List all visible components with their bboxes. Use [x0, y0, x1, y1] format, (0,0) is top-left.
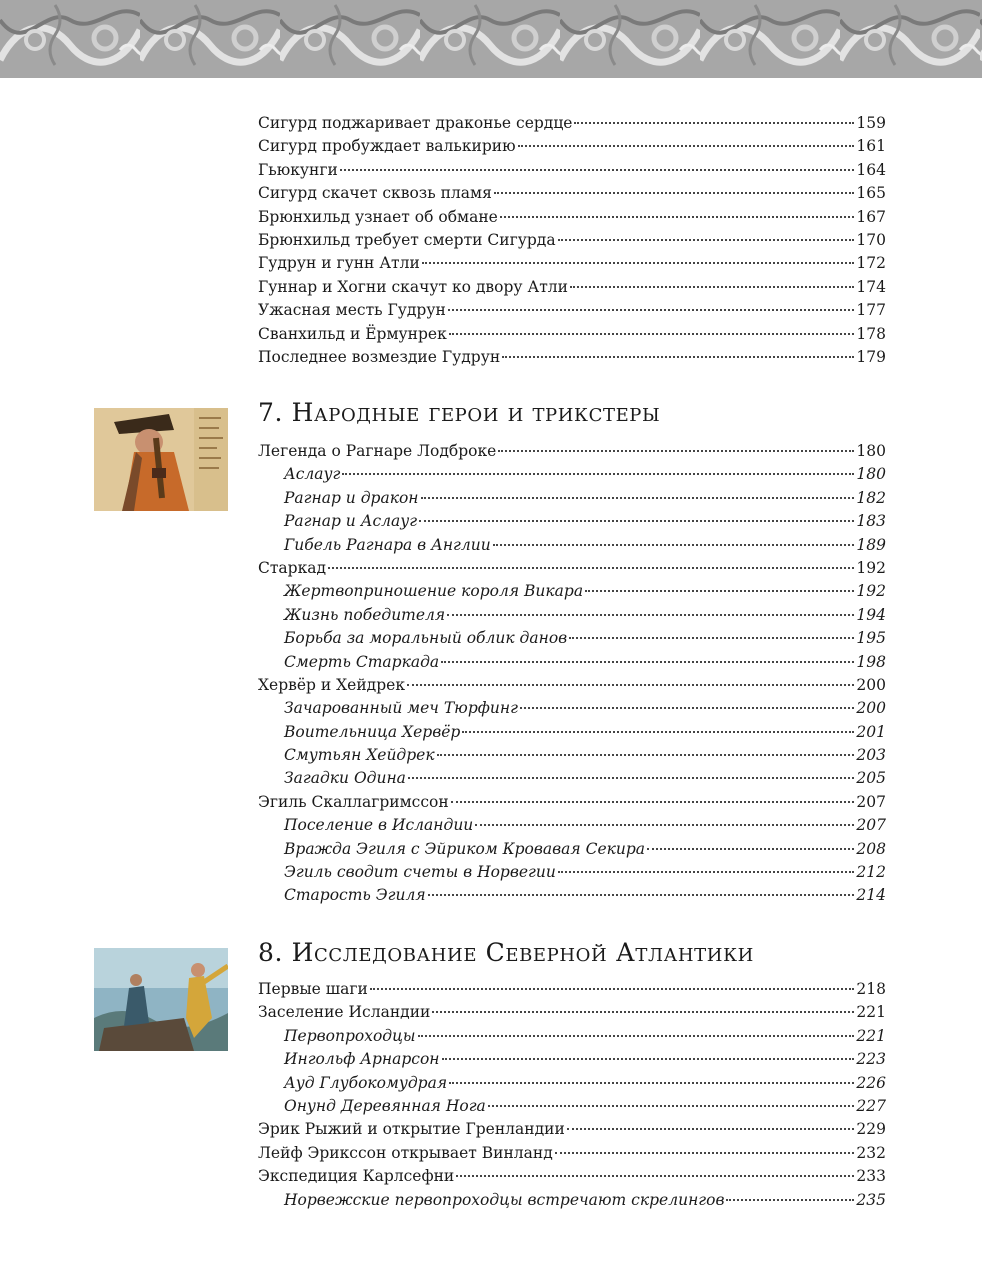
- dot-leader: [570, 285, 854, 288]
- toc-entry-page: 207: [856, 792, 886, 811]
- toc-entry-title: Лейф Эрикссон открывает Винланд: [258, 1143, 553, 1162]
- dot-leader: [449, 332, 855, 335]
- chapter-7-title[interactable]: 7. Народные герои и трикстеры: [258, 398, 661, 427]
- toc-entry[interactable]: [258, 627, 886, 650]
- toc-entry[interactable]: [258, 252, 886, 275]
- toc-entry-title: Заселение Исландии: [258, 1003, 431, 1022]
- toc-entry[interactable]: [258, 1142, 886, 1165]
- toc-entry[interactable]: [258, 510, 886, 533]
- toc-entry[interactable]: [258, 1072, 886, 1095]
- toc-entry-page: 182: [856, 488, 886, 507]
- toc-entry[interactable]: [258, 697, 886, 720]
- toc-entry-page: 178: [856, 324, 886, 343]
- toc-entry-page: 174: [856, 277, 886, 296]
- toc-list-chapter-8: [258, 978, 886, 1212]
- toc-entry-page: 201: [856, 722, 886, 741]
- dot-leader: [493, 543, 855, 546]
- dot-leader: [494, 191, 855, 194]
- dot-leader: [342, 472, 854, 475]
- dot-leader: [456, 1174, 854, 1177]
- toc-entry-title: Поселение в Исландии: [284, 816, 474, 835]
- toc-entry[interactable]: [258, 557, 886, 580]
- toc-entry[interactable]: [258, 814, 886, 837]
- toc-entry-page: 218: [856, 980, 886, 998]
- dot-leader: [408, 776, 854, 779]
- toc-entry[interactable]: [258, 463, 886, 486]
- toc-entry-page: 235: [856, 1190, 886, 1209]
- toc-entry[interactable]: [258, 1095, 886, 1118]
- toc-entry-page: 227: [856, 1096, 886, 1115]
- dot-leader: [520, 706, 854, 709]
- viking-warrior-painting-icon: [94, 408, 228, 511]
- dot-leader: [488, 1104, 855, 1107]
- dot-leader: [428, 893, 855, 896]
- toc-entry-title: Эгиль Скаллагримссон: [258, 792, 449, 811]
- toc-entry-title: Старость Эгиля: [284, 886, 426, 905]
- toc-entry-title: Гибель Рагнара в Англии: [284, 535, 491, 554]
- dot-leader: [585, 589, 854, 592]
- toc-entry-page: 167: [856, 207, 886, 226]
- dot-leader: [569, 636, 854, 639]
- toc-entry-page: 233: [856, 1167, 886, 1186]
- toc-entry-page: 200: [856, 675, 886, 694]
- toc-entry[interactable]: [258, 346, 886, 369]
- dot-leader: [407, 683, 854, 686]
- dot-leader: [518, 144, 855, 147]
- toc-entry-title: Эрик Рыжий и открытие Гренландии: [258, 1120, 565, 1139]
- toc-entry-title: Сигурд скачет сквозь пламя: [258, 184, 492, 203]
- toc-entry[interactable]: [258, 182, 886, 205]
- toc-entry-page: 195: [856, 629, 886, 648]
- toc-entry-title: Онунд Деревянная Нога: [284, 1096, 486, 1115]
- dot-leader: [647, 847, 854, 850]
- toc-entry-title: Аслауг: [284, 465, 341, 484]
- toc-entry-title: Жертвоприношение короля Викара: [284, 582, 584, 601]
- dot-leader: [437, 753, 855, 756]
- toc-entry-page: 207: [856, 816, 886, 835]
- toc-entry-title: Рагнар и дракон: [284, 488, 419, 507]
- toc-entry[interactable]: [258, 978, 886, 1001]
- toc-entry[interactable]: [258, 159, 886, 182]
- dot-leader: [448, 308, 855, 311]
- toc-entry-page: 198: [856, 652, 886, 671]
- toc-entry-page: 192: [856, 558, 886, 577]
- toc-entry-page: 229: [856, 1120, 886, 1139]
- toc-entry[interactable]: [258, 440, 886, 463]
- toc-entry[interactable]: [258, 884, 886, 907]
- chapter-7-thumbnail: [94, 408, 228, 511]
- dot-leader: [447, 613, 854, 616]
- toc-entry[interactable]: [258, 791, 886, 814]
- toc-entry-page: 194: [856, 605, 886, 624]
- toc-entry[interactable]: [258, 1001, 886, 1024]
- dot-leader: [462, 730, 854, 733]
- chapter-8-title[interactable]: 8. Исследование Северной Атлантики: [258, 938, 754, 967]
- dot-leader: [370, 987, 855, 990]
- toc-entry[interactable]: [258, 1165, 886, 1188]
- toc-entry-page: 221: [856, 1003, 886, 1022]
- dot-leader: [475, 823, 854, 826]
- toc-entry[interactable]: [258, 229, 886, 252]
- toc-entry-title: Хервёр и Хейдрек: [258, 675, 406, 694]
- dot-leader: [555, 1151, 855, 1154]
- toc-entry-page: 183: [856, 512, 886, 531]
- toc-entry[interactable]: [258, 674, 886, 697]
- toc-entry-title: Первопроходцы: [284, 1026, 416, 1045]
- toc-entry[interactable]: [258, 112, 886, 135]
- toc-entry-page: 226: [856, 1073, 886, 1092]
- dot-leader: [726, 1198, 854, 1201]
- toc-entry-title: Смутьян Хейдрек: [284, 746, 435, 765]
- toc-entry[interactable]: [258, 1189, 886, 1212]
- toc-entry[interactable]: [258, 135, 886, 158]
- toc-entry-page: 203: [856, 746, 886, 765]
- toc-entry-page: 165: [856, 184, 886, 203]
- dot-leader: [449, 1081, 854, 1084]
- toc-entry[interactable]: [258, 767, 886, 790]
- toc-entry-page: 223: [856, 1050, 886, 1069]
- toc-entry-title: Гьюкунги: [258, 160, 338, 179]
- dot-leader: [558, 870, 855, 873]
- viking-ship-painting-icon: [94, 948, 228, 1051]
- dot-leader: [498, 449, 854, 452]
- toc-entry-title: Брюнхильд требует смерти Сигурда: [258, 230, 556, 249]
- toc-entry-page: 200: [856, 699, 886, 718]
- toc-entry-title: Ингольф Арнарсон: [284, 1050, 440, 1069]
- dot-leader: [574, 121, 854, 124]
- toc-entry-title: Сигурд поджаривает драконье сердце: [258, 114, 573, 132]
- toc-entry[interactable]: [258, 487, 886, 510]
- dot-leader: [442, 1057, 855, 1060]
- toc-entry-title: Зачарованный меч Тюрфинг: [284, 699, 518, 718]
- toc-list-continued: [258, 112, 886, 369]
- dot-leader: [419, 519, 854, 522]
- toc-entry-title: Гуннар и Хогни скачут ко двору Атли: [258, 277, 568, 296]
- toc-entry-page: 180: [856, 442, 886, 460]
- toc-entry[interactable]: [258, 721, 886, 744]
- toc-entry-title: Норвежские первопроходцы встречают скрелингов: [284, 1190, 725, 1209]
- dot-leader: [558, 238, 855, 241]
- toc-entry-title: Сигурд пробуждает валькирию: [258, 137, 516, 156]
- toc-entry-title: Рагнар и Аслауг: [284, 512, 418, 531]
- toc-entry-page: 189: [856, 535, 886, 554]
- toc-entry-page: 205: [856, 769, 886, 788]
- toc-entry-title: Первые шаги: [258, 980, 368, 998]
- toc-entry-title: Воительница Хервёр: [284, 722, 461, 741]
- toc-entry[interactable]: [258, 651, 886, 674]
- dot-leader: [567, 1127, 855, 1130]
- toc-entry[interactable]: [258, 604, 886, 627]
- dot-leader: [340, 168, 855, 171]
- toc-entry-page: 177: [856, 301, 886, 320]
- toc-entry-title: Вражда Эгиля с Эйриком Кровавая Секира: [284, 839, 646, 858]
- toc-entry-title: Брюнхильд узнает об обмане: [258, 207, 498, 226]
- dot-leader: [422, 261, 855, 264]
- dot-leader: [418, 1034, 855, 1037]
- dot-leader: [451, 800, 855, 803]
- toc-entry-title: Смерть Старкада: [284, 652, 440, 671]
- toc-entry-page: 164: [856, 160, 886, 179]
- toc-entry-title: Последнее возмездие Гудрун: [258, 347, 501, 366]
- toc-entry[interactable]: [258, 299, 886, 322]
- toc-entry-title: Борьба за моральный облик данов: [284, 629, 568, 648]
- ornamental-banner: [0, 0, 982, 78]
- toc-entry-title: Гудрун и гунн Атли: [258, 254, 420, 273]
- dot-leader: [432, 1010, 854, 1013]
- toc-entry-page: 212: [856, 863, 886, 882]
- toc-entry-title: Ауд Глубокомудрая: [284, 1073, 448, 1092]
- toc-list-chapter-7: [258, 440, 886, 908]
- toc-entry-page: 159: [856, 114, 886, 132]
- dot-leader: [502, 355, 854, 358]
- toc-entry[interactable]: [258, 323, 886, 346]
- toc-entry-page: 232: [856, 1143, 886, 1162]
- toc-entry-title: Сванхильд и Ёрмунрек: [258, 324, 447, 343]
- toc-entry[interactable]: [258, 206, 886, 229]
- toc-entry-title: Эгиль сводит счеты в Норвегии: [284, 863, 556, 882]
- dot-leader: [328, 566, 854, 569]
- toc-entry[interactable]: [258, 1048, 886, 1071]
- ornamental-carving-banner-icon: [0, 0, 982, 78]
- toc-entry[interactable]: [258, 534, 886, 557]
- toc-entry-page: 221: [856, 1026, 886, 1045]
- toc-entry-title: Экспедиция Карлсефни: [258, 1167, 455, 1186]
- toc-entry[interactable]: [258, 861, 886, 884]
- toc-entry-page: 192: [856, 582, 886, 601]
- toc-entry-title: Легенда о Рагнаре Лодброке: [258, 442, 497, 460]
- toc-entry-page: 179: [856, 347, 886, 366]
- dot-leader: [421, 496, 855, 499]
- toc-entry-title: Жизнь победителя: [284, 605, 446, 624]
- toc-entry[interactable]: [258, 580, 886, 603]
- toc-entry-page: 170: [856, 230, 886, 249]
- chapter-8-thumbnail: [94, 948, 228, 1051]
- toc-entry-title: Загадки Одина: [284, 769, 406, 788]
- toc-entry[interactable]: [258, 1118, 886, 1141]
- toc-entry-page: 172: [856, 254, 886, 273]
- toc-entry-page: 208: [856, 839, 886, 858]
- toc-entry-page: 214: [856, 886, 886, 905]
- dot-leader: [441, 660, 854, 663]
- toc-entry[interactable]: [258, 276, 886, 299]
- toc-entry-page: 161: [856, 137, 886, 156]
- toc-entry-page: 180: [856, 465, 886, 484]
- toc-entry-title: Старкад: [258, 558, 327, 577]
- dot-leader: [500, 215, 855, 218]
- toc-entry[interactable]: [258, 1025, 886, 1048]
- toc-entry-title: Ужасная месть Гудрун: [258, 301, 446, 320]
- toc-entry[interactable]: [258, 744, 886, 767]
- toc-entry[interactable]: [258, 838, 886, 861]
